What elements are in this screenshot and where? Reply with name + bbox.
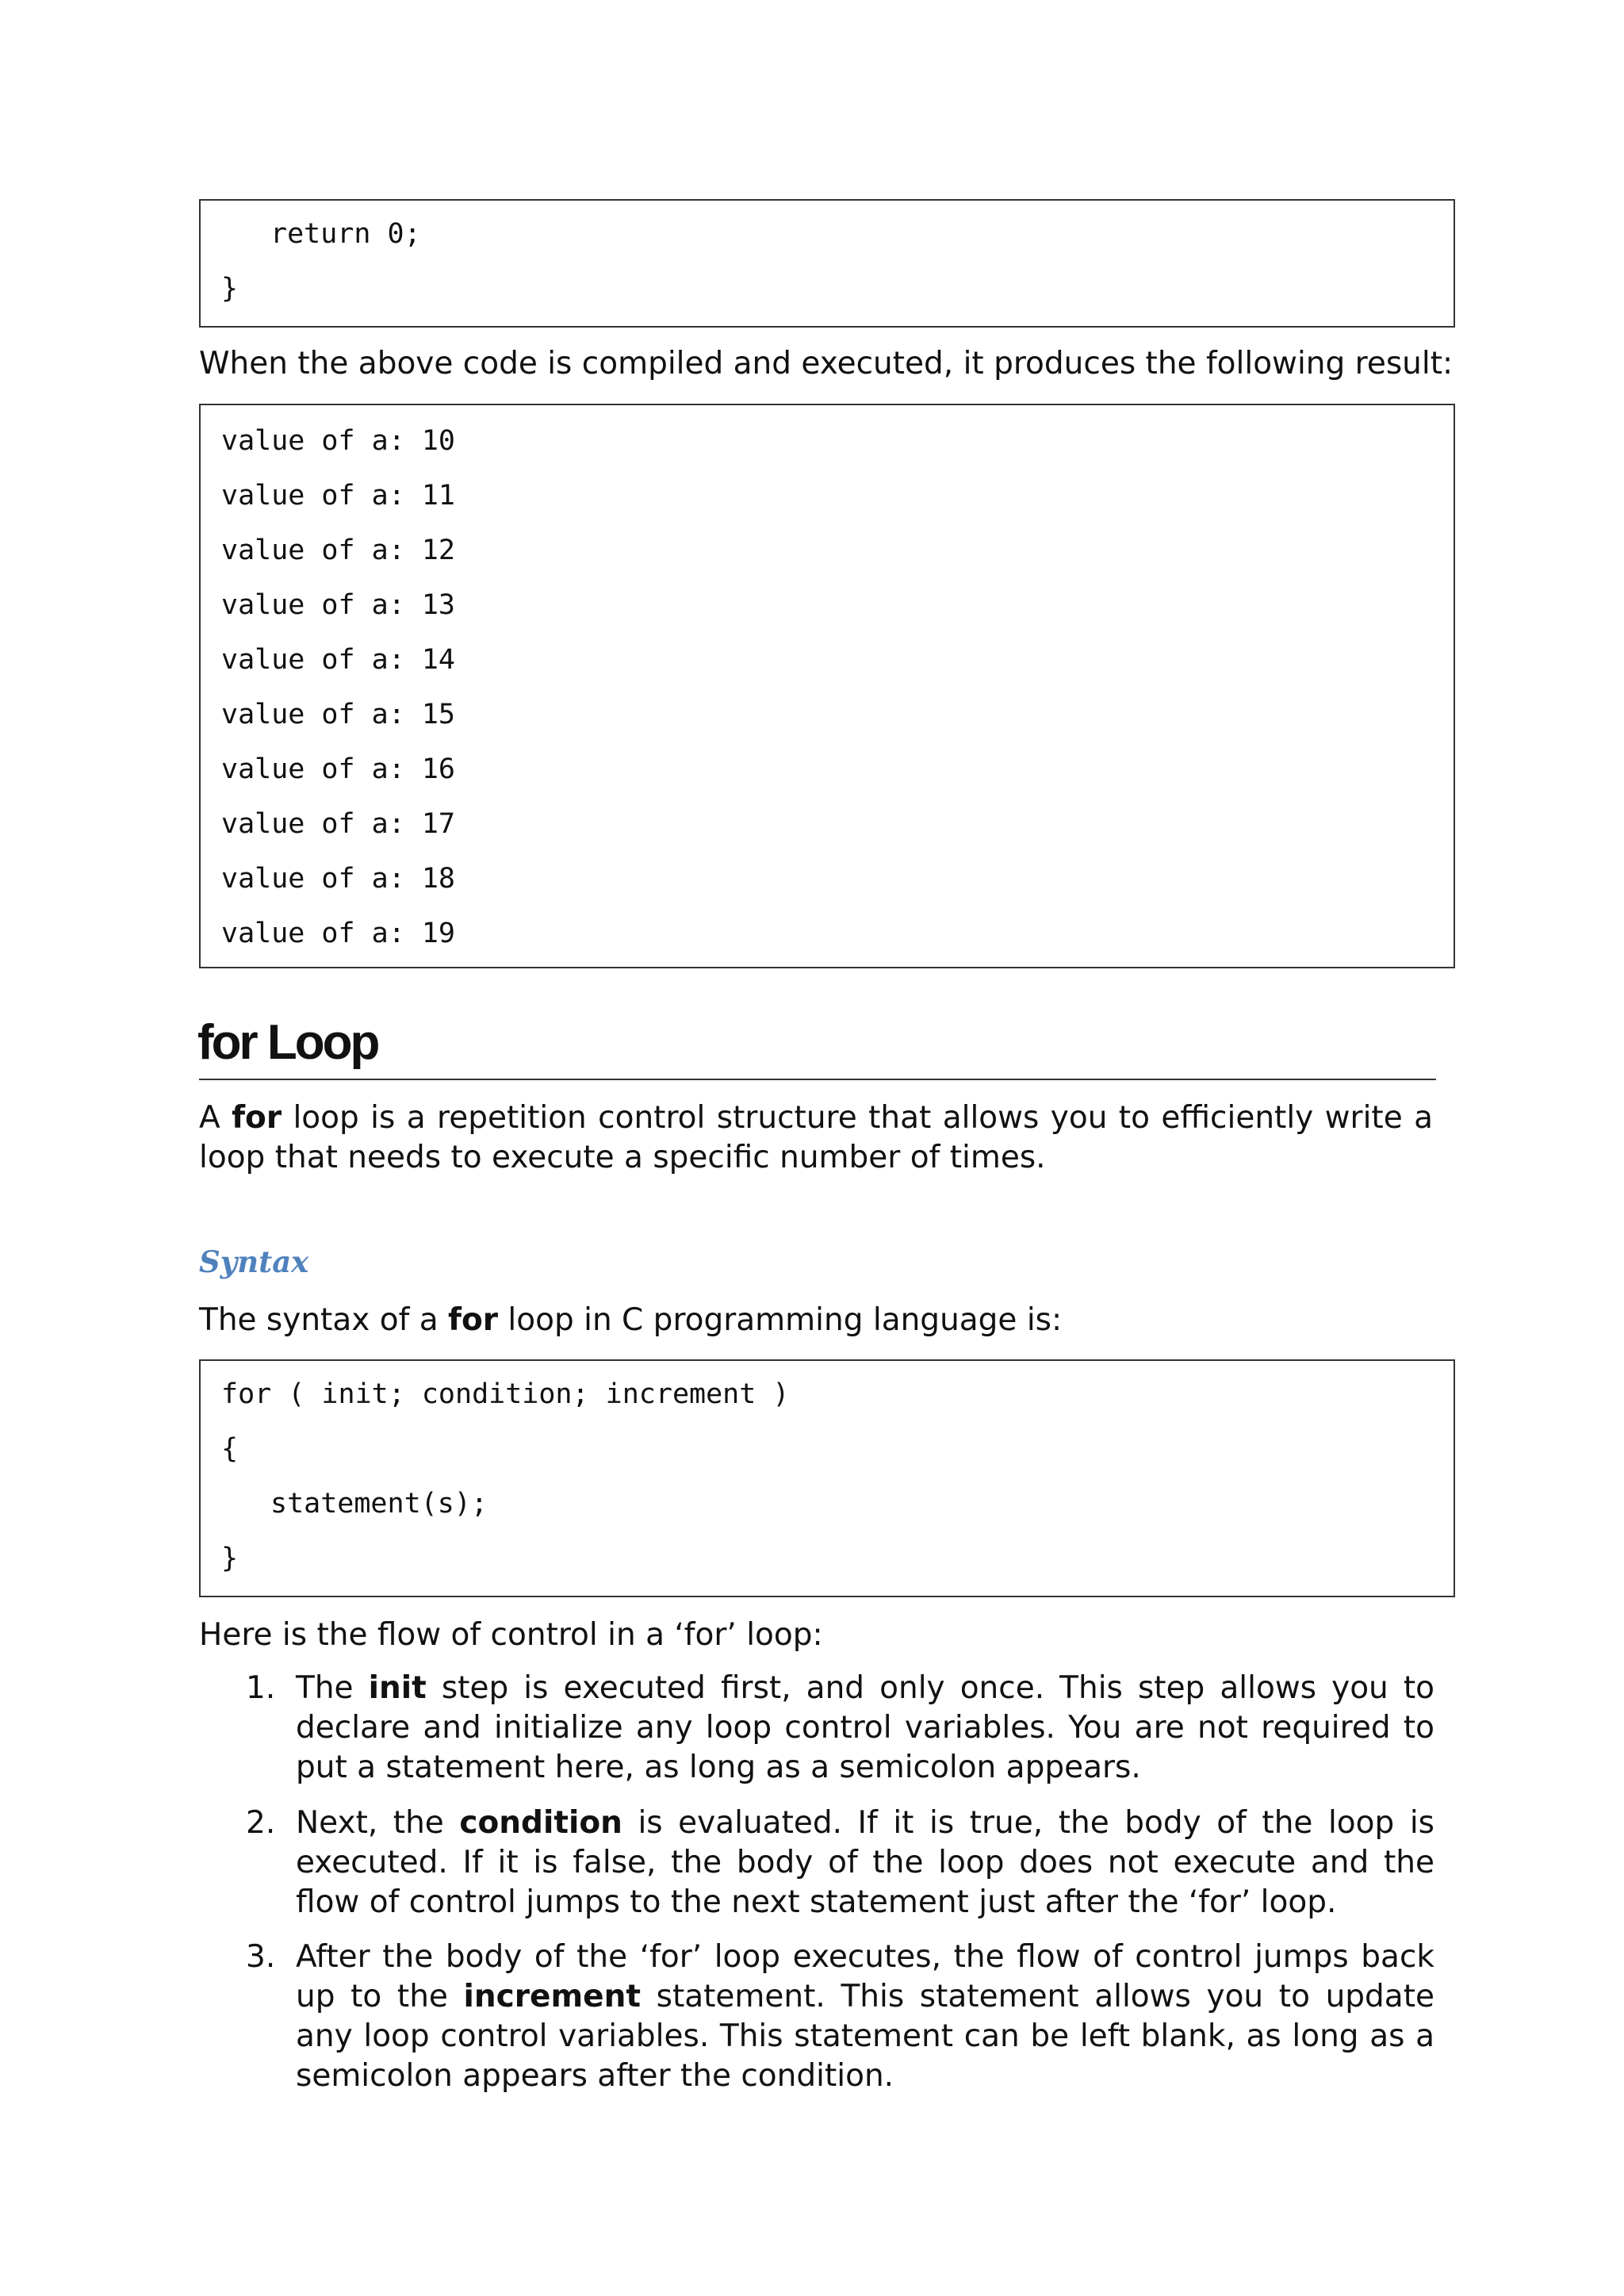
code-line: statement(s); — [270, 1488, 488, 1520]
output-line: value of a: 19 — [221, 918, 456, 949]
code-line: { — [221, 1433, 239, 1465]
section-title: for Loop — [197, 1015, 378, 1070]
syntax-code-block — [199, 1359, 1455, 1597]
output-line: value of a: 11 — [221, 480, 456, 512]
list-number: 2. — [246, 1805, 276, 1841]
intro-before: A — [199, 1100, 232, 1136]
list-item-keyword: increment — [463, 1979, 641, 2014]
intro-keyword: for — [232, 1100, 282, 1136]
list-item-before: Next, the — [296, 1805, 460, 1841]
code-block-return — [199, 199, 1455, 328]
output-line: value of a: 18 — [221, 863, 456, 895]
output-block — [199, 404, 1455, 968]
heading-underline — [199, 1079, 1436, 1080]
output-line: value of a: 12 — [221, 535, 456, 566]
output-line: value of a: 15 — [221, 699, 456, 730]
list-item-keyword: condition — [459, 1805, 622, 1841]
list-number: 1. — [246, 1670, 276, 1706]
output-line: value of a: 17 — [221, 808, 456, 840]
code-line: } — [221, 1543, 239, 1574]
output-line: value of a: 13 — [221, 589, 456, 621]
list-item-after: statement. This statement allows you to update any loop control variables. This statement can be left blank, as long as a semicolon appears after the condition. — [296, 1979, 1434, 2094]
output-line: value of a: 16 — [221, 753, 456, 785]
for-loop-intro — [199, 1098, 1433, 1178]
list-item — [296, 1803, 1434, 1922]
list-item-after: step is executed first, and only once. This step allows you to declare and initialize any loop control variables. You are not required to put a statement here, as long as a semicolon appears. — [296, 1670, 1435, 1785]
list-item-after: is evaluated. If it is true, the body of the loop is executed. If it is false, the body of the loop does not execute and the flow of control jumps to the next statement just after the ‘for’ loop. — [296, 1805, 1434, 1920]
output-line: value of a: 14 — [221, 644, 456, 676]
code-line: for ( init; condition; increment ) — [221, 1378, 790, 1410]
list-item-before: After the body of the ‘for’ loop executes, the flow of control jumps back up to the — [296, 1939, 1434, 2014]
syntax-intro-keyword: for — [448, 1302, 498, 1338]
list-item — [296, 1669, 1434, 1788]
syntax-intro — [199, 1301, 1468, 1340]
syntax-heading: Syntax — [199, 1244, 309, 1279]
output-line: value of a: 10 — [221, 425, 456, 457]
intro-after: loop is a repetition control structure that allows you to efficiently write a loop that needs to execute a specific number of times. — [199, 1100, 1433, 1175]
list-item — [296, 1938, 1434, 2096]
flow-intro: Here is the flow of control in a ‘for’ loop: — [199, 1617, 823, 1653]
list-number: 3. — [246, 1939, 276, 1975]
code-line: return 0; — [270, 218, 421, 250]
code-line: } — [221, 273, 239, 305]
list-item-before: The — [296, 1670, 369, 1706]
syntax-intro-after: loop in C programming language is: — [498, 1302, 1063, 1338]
list-item-keyword: init — [368, 1670, 427, 1706]
syntax-intro-before: The syntax of a — [199, 1302, 448, 1338]
result-intro-text: When the above code is compiled and executed, it produces the following result: — [199, 346, 1454, 381]
